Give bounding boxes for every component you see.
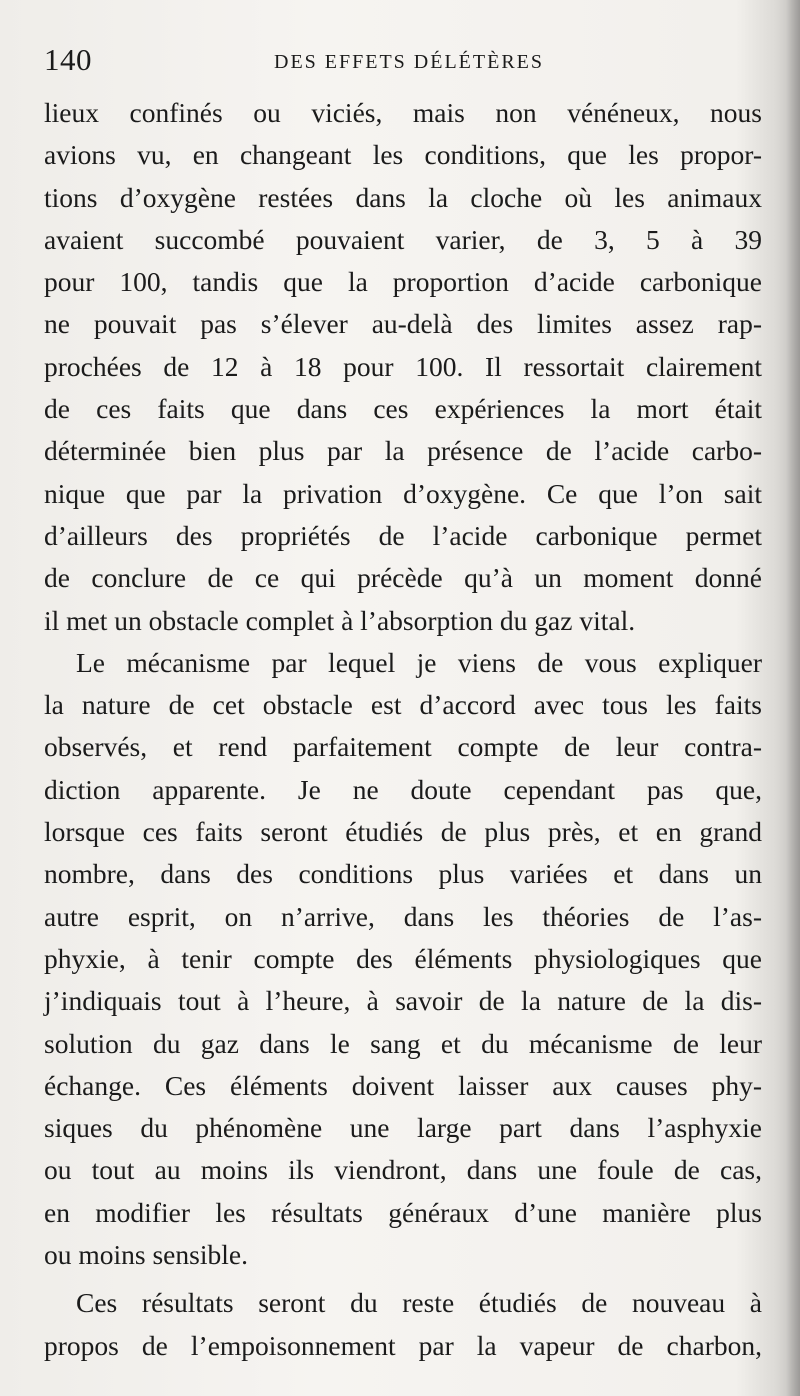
text-line: avions vu, en changeant les conditions, que les propor-	[44, 139, 762, 171]
text-line: observés, et rend parfaitement compte de leur contra-	[44, 731, 762, 763]
text-line: solution du gaz dans le sang et du mécanisme de leur	[44, 1027, 762, 1059]
text-line: ou moins sensible.	[44, 1239, 248, 1271]
text-line: diction apparente. Je ne doute cependant pas que,	[44, 773, 762, 805]
text-line: nombre, dans des conditions plus variées et dans un	[44, 858, 762, 890]
text-line: prochées de 12 à 18 pour 100. Il ressortait clairement	[44, 350, 762, 382]
text-line: propos de l’empoisonnement par la vapeur de charbon,	[44, 1329, 762, 1361]
text-line: ne pouvait pas s’élever au-delà des limites assez rap-	[44, 308, 762, 340]
text-line: lieux confinés ou viciés, mais non vénéneux, nous	[44, 97, 762, 128]
page-edge-shadow	[786, 0, 800, 1396]
text-line: la nature de cet obstacle est d’accord avec tous les faits	[44, 689, 762, 721]
text-line: en modifier les résultats généraux d’une manière plus	[44, 1196, 762, 1228]
text-line: de ces faits que dans ces expériences la mort était	[44, 393, 762, 425]
text-line: autre esprit, on n’arrive, dans les théories de l’as-	[44, 900, 762, 932]
paragraph-first-line: Ces résultats seront du reste étudiés de nouveau à	[76, 1287, 762, 1319]
text-line: lorsque ces faits seront étudiés de plus près, et en grand	[44, 816, 762, 848]
text-line: d’ailleurs des propriétés de l’acide carbonique permet	[44, 519, 762, 551]
text-line: échange. Ces éléments doivent laisser aux causes phy-	[44, 1069, 762, 1101]
text-line: j’indiquais tout à l’heure, à savoir de la nature de la dis-	[44, 985, 762, 1017]
text-line: déterminée bien plus par la présence de l’acide carbo-	[44, 435, 762, 467]
text-line: nique que par la privation d’oxygène. Ce que l’on sait	[44, 477, 762, 509]
text-line: avaient succombé pouvaient varier, de 3, 5 à 39	[44, 223, 762, 255]
running-head: DES EFFETS DÉLÉTÈRES	[274, 51, 545, 73]
text-line: pour 100, tandis que la proportion d’acide carbonique	[44, 266, 762, 298]
text-line: il met un obstacle complet à l’absorption du gaz vital.	[44, 604, 636, 636]
paragraph-first-line: Le mécanisme par lequel je viens de vous expliquer	[76, 646, 762, 678]
text-line: phyxie, à tenir compte des éléments physiologiques que	[44, 942, 762, 974]
text-line: ou tout au moins ils viendront, dans une foule de cas,	[44, 1154, 762, 1186]
page-header	[44, 40, 760, 80]
text-line: tions d’oxygène restées dans la cloche où les animaux	[44, 181, 762, 213]
text-line: siques du phénomène une large part dans l’asphyxie	[44, 1112, 762, 1144]
page-number: 140	[44, 42, 92, 77]
text-line: de conclure de ce qui précède qu’à un moment donné	[44, 562, 762, 594]
body-text	[44, 92, 762, 1367]
